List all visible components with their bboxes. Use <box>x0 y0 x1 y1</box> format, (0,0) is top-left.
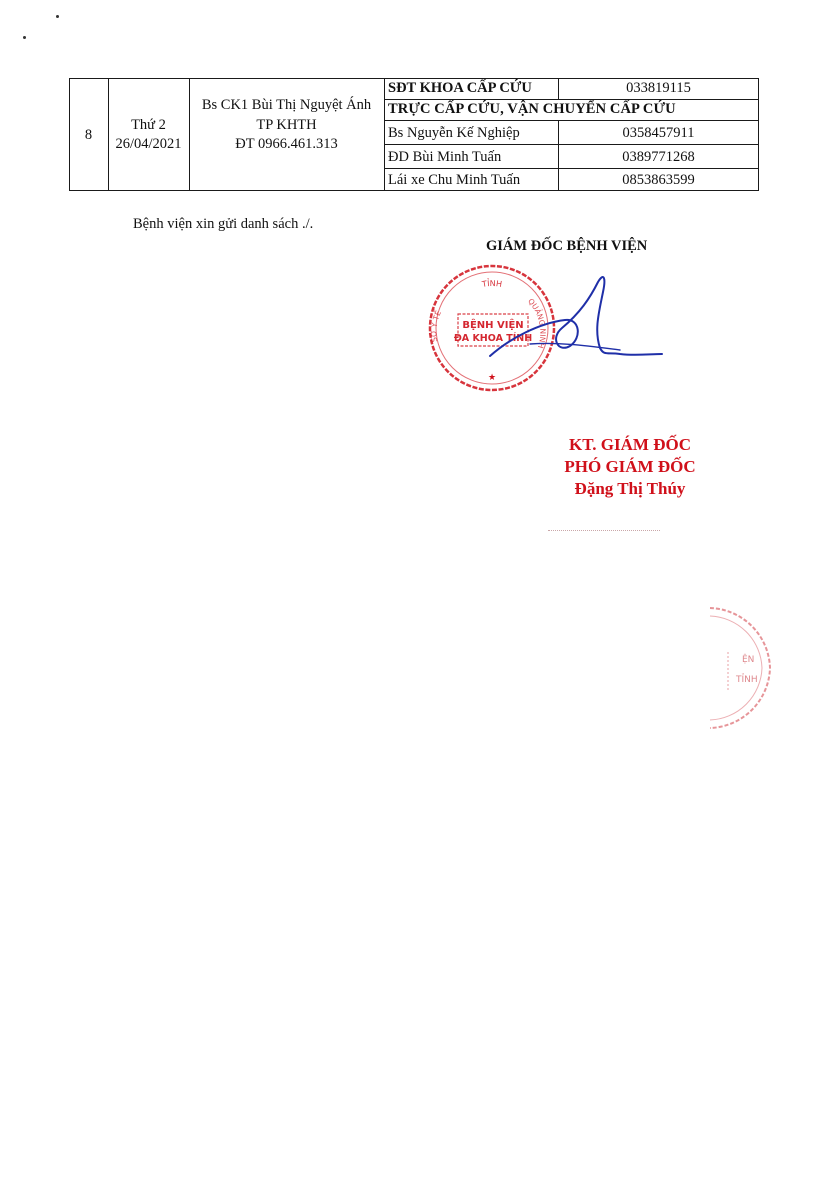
stamp-right-text: QUẢNG NINH <box>526 296 548 350</box>
svg-text:TỈNH: TỈNH <box>736 675 758 685</box>
emergency-phone: 033819115 <box>626 80 691 96</box>
staff-phone: 0358457911 <box>622 125 695 141</box>
stamp-left-text: SỞ Y TẾ <box>429 309 443 343</box>
row-divider <box>384 120 759 121</box>
staff-name: Bs Nguyễn Kế Nghiệp <box>388 125 520 141</box>
row-index: 8 <box>84 127 93 143</box>
svg-text:ỆN: ỆN <box>742 655 755 665</box>
duty-schedule-table <box>69 78 759 191</box>
position-title: PHÓ GIÁM ĐỐC <box>564 457 696 476</box>
col-divider <box>384 78 385 191</box>
stamp-center-line1: BỆNH VIỆN <box>462 320 524 331</box>
leader-role: TP KHTH <box>256 117 317 133</box>
duty-heading: TRỰC CẤP CỨU, VẬN CHUYỂN CẤP CỨU <box>388 101 676 117</box>
staff-phone: 0389771268 <box>622 149 695 165</box>
stamp-star-icon: ★ <box>487 373 497 383</box>
signatory-name: Đặng Thị Thúy <box>574 479 686 498</box>
acting-title: KT. GIÁM ĐỐC <box>569 435 691 454</box>
row-divider <box>384 144 759 145</box>
faint-scan-mark <box>548 530 660 534</box>
staff-name: Lái xe Chu Minh Tuấn <box>388 172 521 188</box>
duty-date: 26/04/2021 <box>115 136 182 152</box>
closing-note: Bệnh viện xin gửi danh sách ./. <box>133 216 314 232</box>
faint-seal-impression <box>700 598 837 738</box>
leader-name: Bs CK1 Bùi Thị Nguyệt Ánh <box>201 97 372 113</box>
stamp-top-text: TỈNH <box>481 278 503 289</box>
stamp-center-line2: ĐA KHOA TỈNH <box>453 333 533 344</box>
emergency-label: SĐT KHOA CẤP CỨU <box>388 80 532 96</box>
scan-speck <box>23 36 26 39</box>
handwritten-signature <box>470 268 670 378</box>
staff-name: ĐD Bùi Minh Tuấn <box>388 149 502 165</box>
duty-day: Thứ 2 <box>131 117 166 133</box>
scan-speck <box>56 15 59 18</box>
staff-phone: 0853863599 <box>622 172 695 188</box>
leader-phone: ĐT 0966.461.313 <box>235 136 338 152</box>
signatory-block <box>540 434 720 500</box>
row-divider <box>384 168 759 169</box>
director-title: GIÁM ĐỐC BỆNH VIỆN <box>486 238 648 254</box>
